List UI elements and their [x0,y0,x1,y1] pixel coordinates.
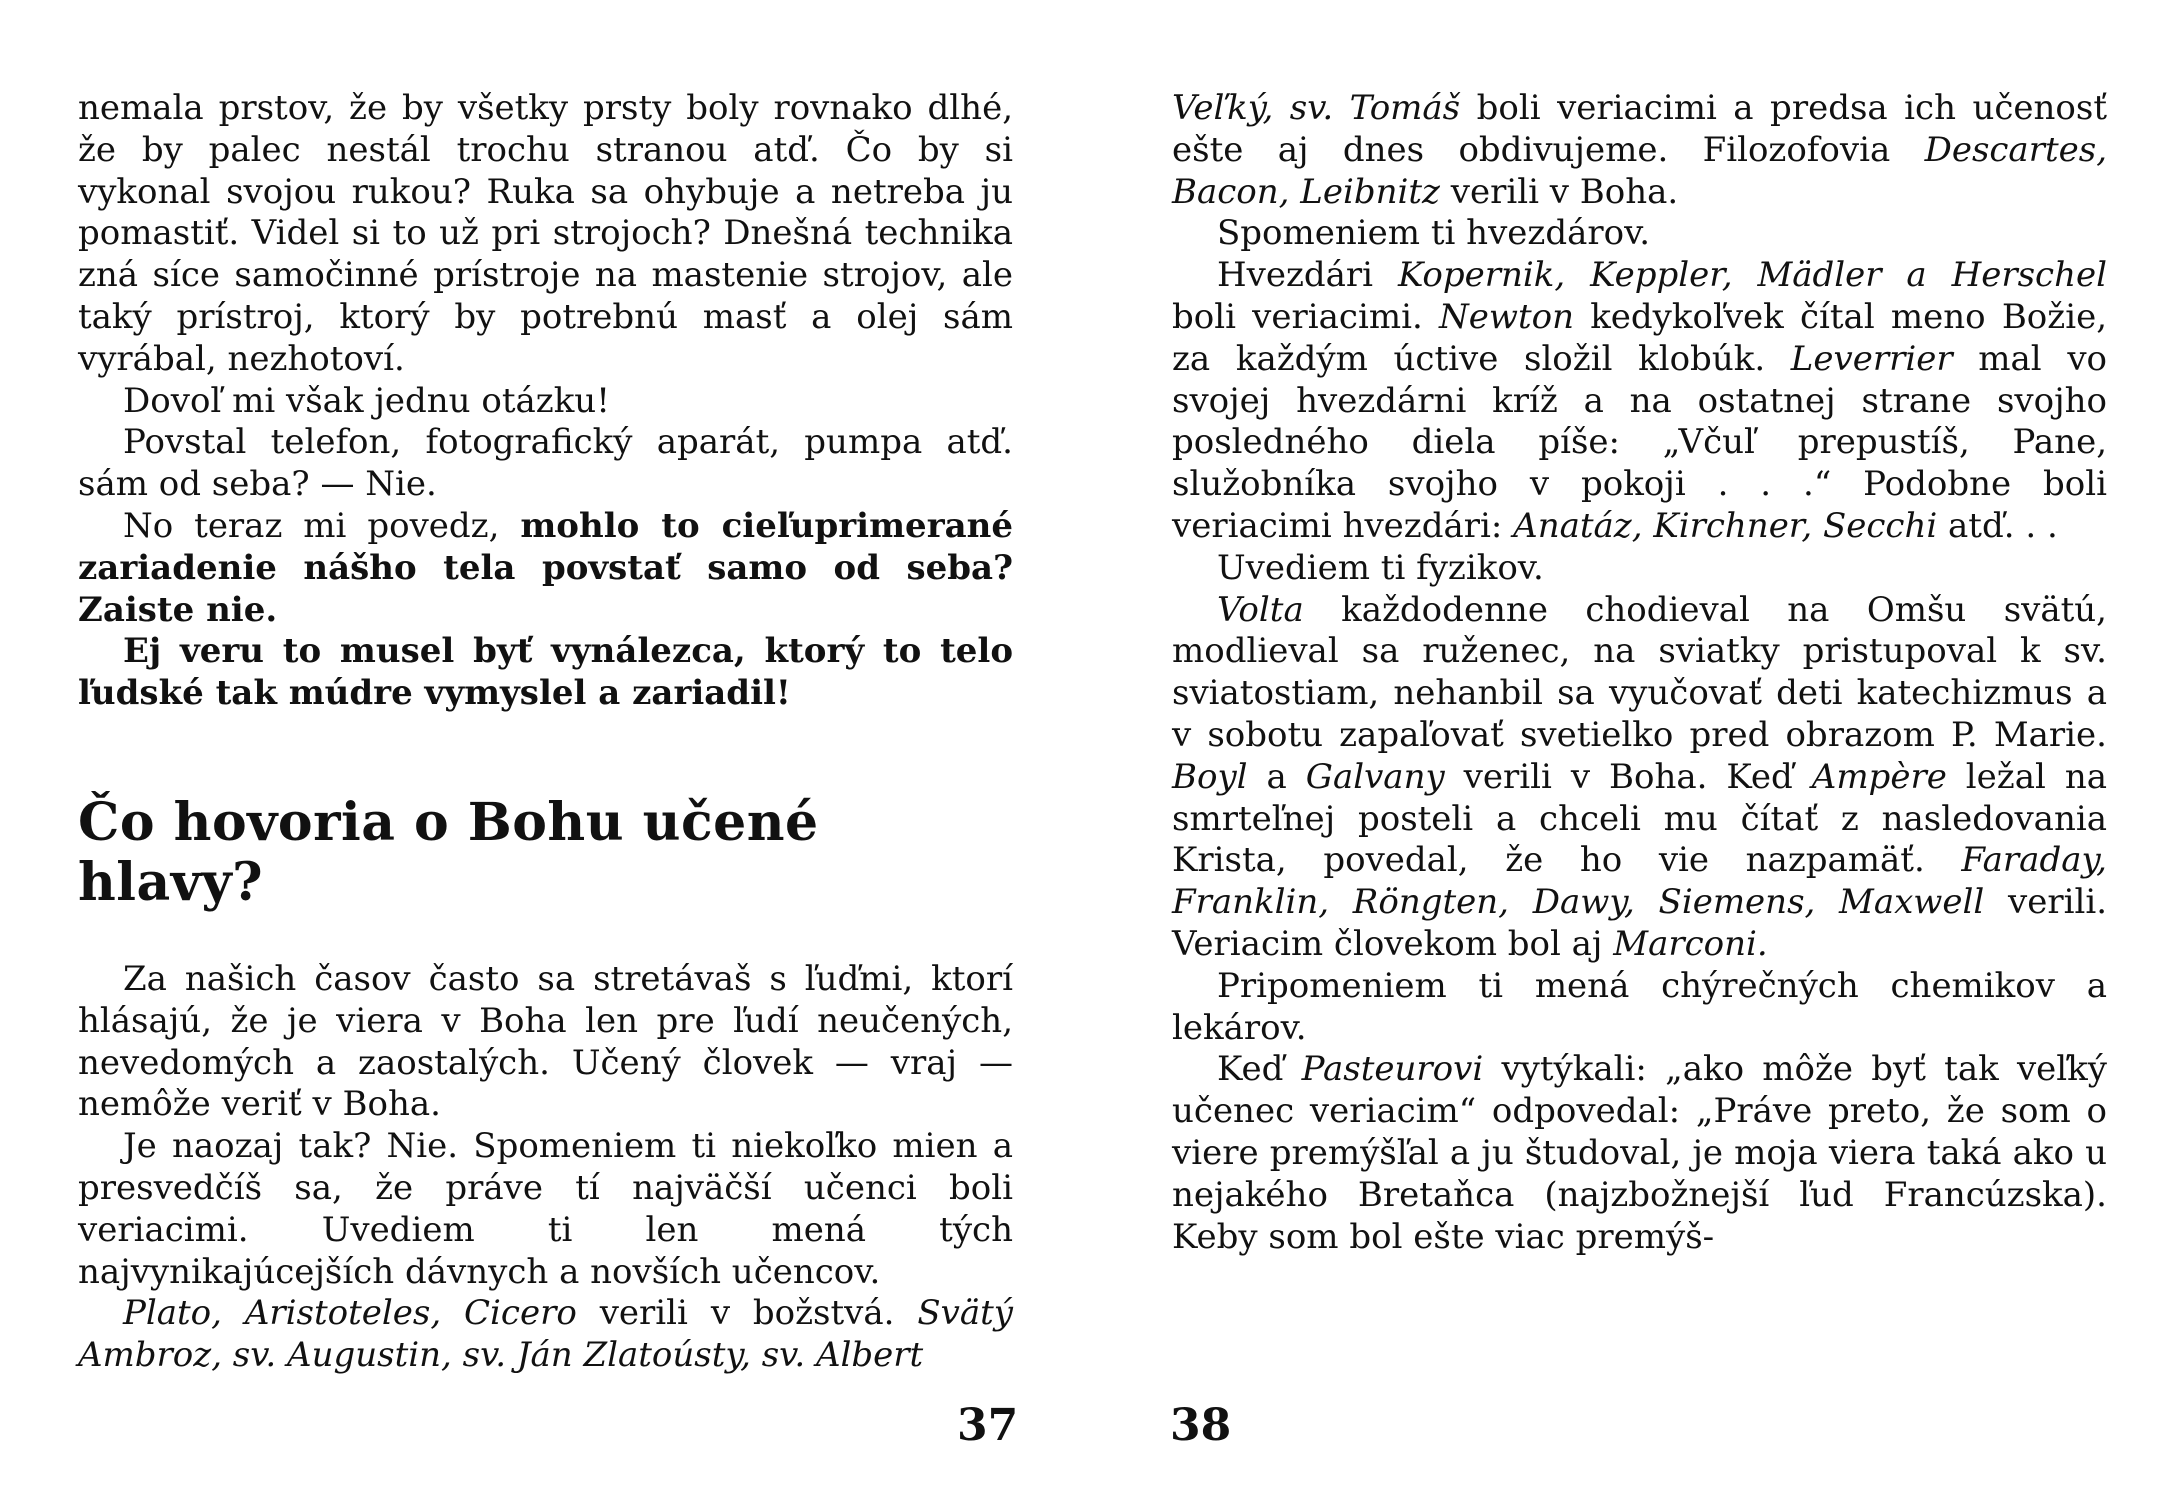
section-heading: Čo hovoria o Bohu učené hlavy? [78,791,819,913]
left-page [78,88,1013,1377]
paragraph: nemala prstov, že by všetky prsty boly rovnako dlhé, že by palec nestál trochu stranou atď. Čo by si vykonal svojou rukou? Ruka sa ohybuje a netreba ju pomastiť. Videl si to už pri strojoch? Dnešná technika zná síce samočinné prístroje na mastenie strojov, ale taký prístroj, ktorý by potrebnú masť a olej sám vyrábal, nezhotoví. [78,88,1013,379]
paragraph: Je naozaj tak? Nie. Spomeniem ti niekoľko mien a presvedčíš sa, že práve tí najväčší učenci boli veriacimi. Uvediem ti len mená tých najvynikajúcejších dávnych a novších učencov. [78,1126,1013,1292]
italic-text-run: Plato, Aristoteles, Cicero [123,1293,577,1334]
italic-text-run: Kopernik, Keppler, Mädler a Herschel [1397,255,2107,296]
paragraph [1172,255,2107,548]
paragraph: Ej veru to musel byť vynálezca, ktorý to telo ľudské tak múdre vymyslel a zariadil! [78,631,1013,714]
paragraph: Pripomeniem ti mená chýrečných chemikov a lekárov. [1172,965,2107,1048]
text-run: verili. Veriacim človekom bol aj [1172,882,2107,964]
italic-text-run: Svätý Ambroz, sv. Augustin, sv. Ján Zlatoústy, sv. Albert [78,1293,1014,1376]
text-run: No teraz mi povedz, [123,505,521,546]
text-run: atď. . . [1937,505,2058,546]
text-run: vytýkali: „ako môže byť tak veľký učenec veriacim“ odpovedal: „Práve preto, že som o viere premýšľal a ju študoval, je moja viera taká ako u nejakého Bretaňca (najzbožnejší ľud Francúzska). Keby som bol ešte viac premýš- [1172,1049,2107,1257]
page-number: 38 [1170,1400,1232,1451]
italic-text-run: Descartes, Bacon, Leibnitz [1172,129,2107,212]
italic-text-run: Faraday, Franklin, Röngten, Dawy, Siemens, Maxwell [1172,840,2107,923]
italic-text-run: Marconi. [1613,923,1768,964]
paragraph [1172,590,2107,966]
italic-text-run: Leverrier [1790,338,1953,379]
text-run: verili v Boha. [1439,171,1679,212]
text-run: verili v božstvá. [576,1293,918,1334]
italic-text-run: Newton [1438,296,1574,337]
paragraph: Za našich časov často sa stretávaš s ľuďmi, ktorí hlásajú, že je viera v Boha len pre ľudí neučených, nevedomých a zaostalých. Učený človek — vraj — nemôže veriť v Boha. [78,958,1013,1125]
page-number: 37 [957,1400,1019,1451]
right-page [1172,88,2107,1258]
paragraph [78,1293,1013,1377]
italic-text-run: Ampère [1811,756,1947,797]
paragraph: Povstal telefon, fotografický aparát, pumpa atď. sám od seba? — Nie. [78,422,1013,505]
paragraph [1172,1049,2107,1258]
italic-text-run: Volta [1217,589,1304,630]
paragraph [78,506,1013,631]
italic-text-run: Veľký, sv. Tomáš [1172,88,1461,128]
text-run: verili v Boha. Keď [1444,756,1812,797]
italic-text-run: Anatáz, Kirchner, Secchi [1513,505,1938,546]
italic-text-run: Galvany [1305,756,1445,797]
text-run: kedykoľvek čítal meno Božie, za každým úctive složil klobúk. [1172,296,2107,379]
text-run: boli veriacimi a predsa ich učenosť ešte aj dnes obdivujeme. Filozofovia [1172,88,2107,170]
text-run: a [1247,756,1306,797]
paragraph: Spomeniem ti hvezdárov. [1217,213,1651,254]
paragraph [1172,88,2107,213]
text-run: mal vo svojej hvezdárni kríž a na ostatnej strane svojho posledného diela píše: „Včuľ prepustíš, Pane, služobníka svojho v pokoji . . .“ Podobne boli veriacimi hvezdári: [1172,338,2107,546]
italic-text-run: Boyl [1172,756,1248,797]
text-run: každodenne chodieval na Omšu svätú, modlieval sa ruženec, na sviatky pristupoval k sv. sviatostiam, nehanbil sa vyučovať deti katechizmus a v sobotu zapaľovať svetielko pred obrazom P. Marie. [1172,589,2107,755]
text-run: ležal na smrteľnej posteli a chceli mu čítať z nasledovania Krista, povedal, že ho vie nazpamäť. [1172,756,2107,881]
text-run: boli veriacimi. [1172,296,1439,337]
paragraph: Uvediem ti fyzikov. [1217,547,1544,588]
text-run: Keď [1217,1049,1302,1090]
text-run: Hvezdári [1217,255,1398,296]
paragraph: Dovoľ mi však jednu otázku! [123,380,610,421]
italic-text-run: Pasteurovi [1301,1049,1484,1090]
bold-text-run: mohlo to cieľuprimerané zariadenie nášho tela povstať samo od seba? Zaiste nie. [78,505,1013,630]
